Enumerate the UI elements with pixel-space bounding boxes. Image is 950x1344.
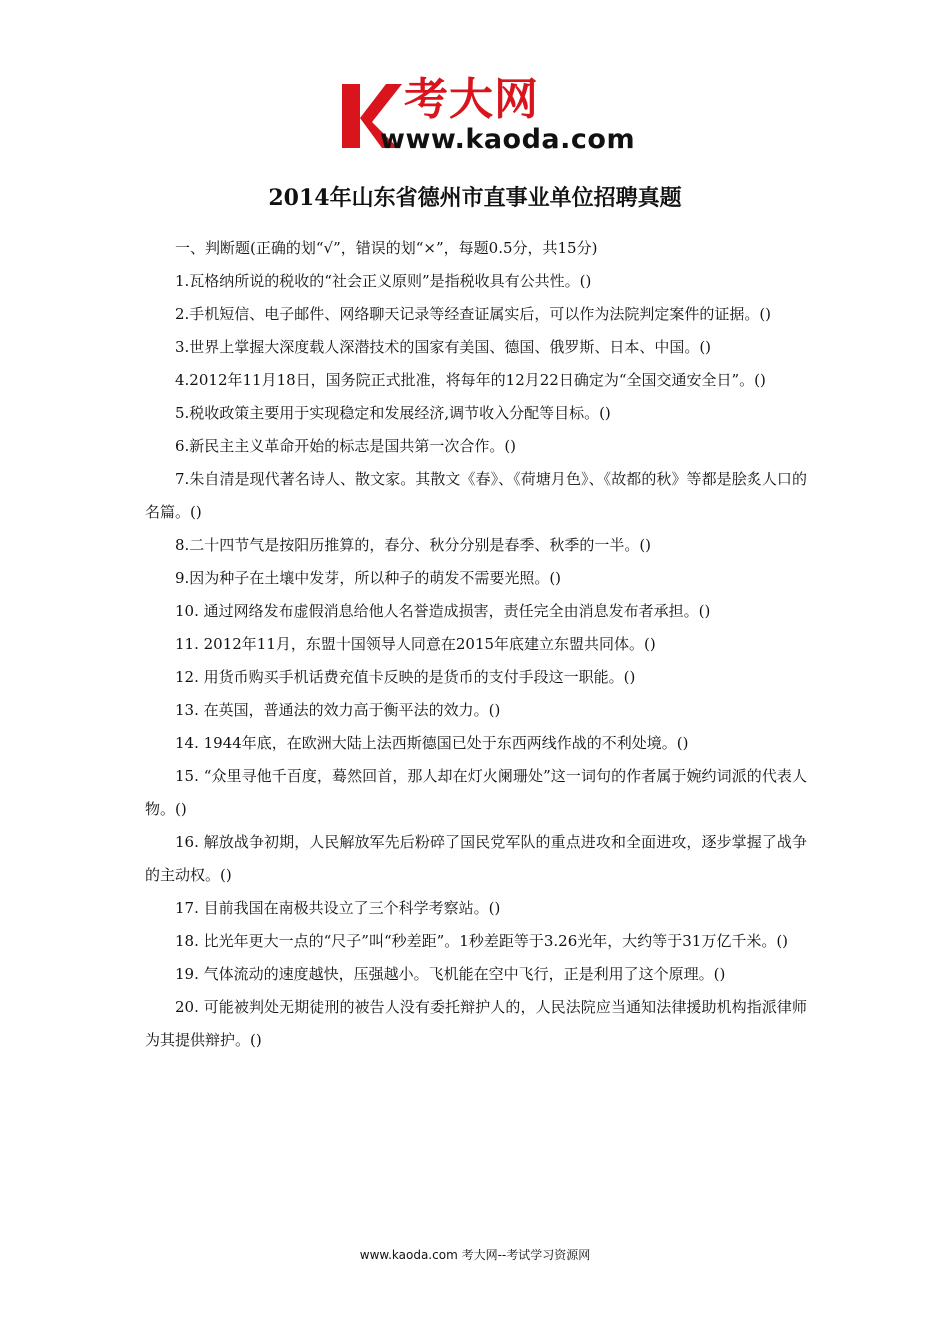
section-intro: 一、判断题(正确的划“√”，错误的划“×”，每题0.5分，共15分) bbox=[175, 239, 598, 257]
question-item: 17. 目前我国在南极共设立了三个科学考察站。() bbox=[175, 899, 501, 917]
question-item: 18. 比光年更大一点的“尺子”叫“秒差距”。1秒差距等于3.26光年，大约等于31万亿千米。() bbox=[175, 932, 789, 950]
question-item: 14. 1944年底，在欧洲大陆上法西斯德国已处于东西两线作战的不利处境。() bbox=[175, 734, 689, 752]
logo-url: www.kaoda.com bbox=[380, 124, 636, 155]
question-item: 13. 在英国，普通法的效力高于衡平法的效力。() bbox=[175, 701, 501, 719]
question-item: 19. 气体流动的速度越快，压强越小。飞机能在空中飞行，正是利用了这个原理。() bbox=[175, 965, 726, 983]
question-item: 16. 解放战争初期，人民解放军先后粉碎了国民党军队的重点进攻和全面进攻，逐步掌握了战争的主动权。() bbox=[145, 833, 807, 884]
question-item: 12. 用货币购买手机话费充值卡反映的是货币的支付手段这一职能。() bbox=[175, 668, 636, 686]
question-item: 6.新民主主义革命开始的标志是国共第一次合作。() bbox=[175, 437, 517, 455]
question-item: 10. 通过网络发布虚假消息给他人名誉造成损害，责任完全由消息发布者承担。() bbox=[175, 602, 711, 620]
question-item: 8.二十四节气是按阳历推算的，春分、秋分分别是春季、秋季的一半。() bbox=[175, 536, 652, 554]
question-item: 20. 可能被判处无期徒刑的被告人没有委托辩护人的，人民法院应当通知法律援助机构指派律师为其提供辩护。() bbox=[145, 998, 807, 1049]
logo-brand-name: 考大网 bbox=[404, 74, 539, 125]
page-title: 2014年山东省德州市直事业单位招聘真题 bbox=[268, 185, 682, 211]
question-item: 11. 2012年11月，东盟十国领导人同意在2015年底建立东盟共同体。() bbox=[175, 635, 656, 653]
question-item: 4.2012年11月18日，国务院正式批准，将每年的12月22日确定为“全国交通安全日”。() bbox=[175, 371, 766, 389]
question-item: 5.税收政策主要用于实现稳定和发展经济,调节收入分配等目标。() bbox=[175, 404, 611, 422]
question-item: 9.因为种子在土壤中发芽，所以种子的萌发不需要光照。() bbox=[175, 569, 562, 587]
question-item: 2.手机短信、电子邮件、网络聊天记录等经查证属实后，可以作为法院判定案件的证据。() bbox=[175, 305, 772, 323]
site-logo bbox=[340, 72, 660, 162]
question-item: 3.世界上掌握大深度载人深潜技术的国家有美国、德国、俄罗斯、日本、中国。() bbox=[175, 338, 712, 356]
question-item: 7.朱自清是现代著名诗人、散文家。其散文《春》、《荷塘月色》、《故都的秋》等都是脍炙人口的名篇。() bbox=[145, 470, 807, 521]
page-footer: www.kaoda.com 考大网--考试学习资源网 bbox=[359, 1248, 591, 1262]
question-item: 1.瓦格纳所说的税收的“社会正义原则”是指税收具有公共性。() bbox=[175, 272, 592, 290]
question-list bbox=[145, 232, 807, 1057]
question-item: 15. “众里寻他千百度，蓦然回首，那人却在灯火阑珊处”这一词句的作者属于婉约词派的代表人物。() bbox=[145, 767, 807, 818]
